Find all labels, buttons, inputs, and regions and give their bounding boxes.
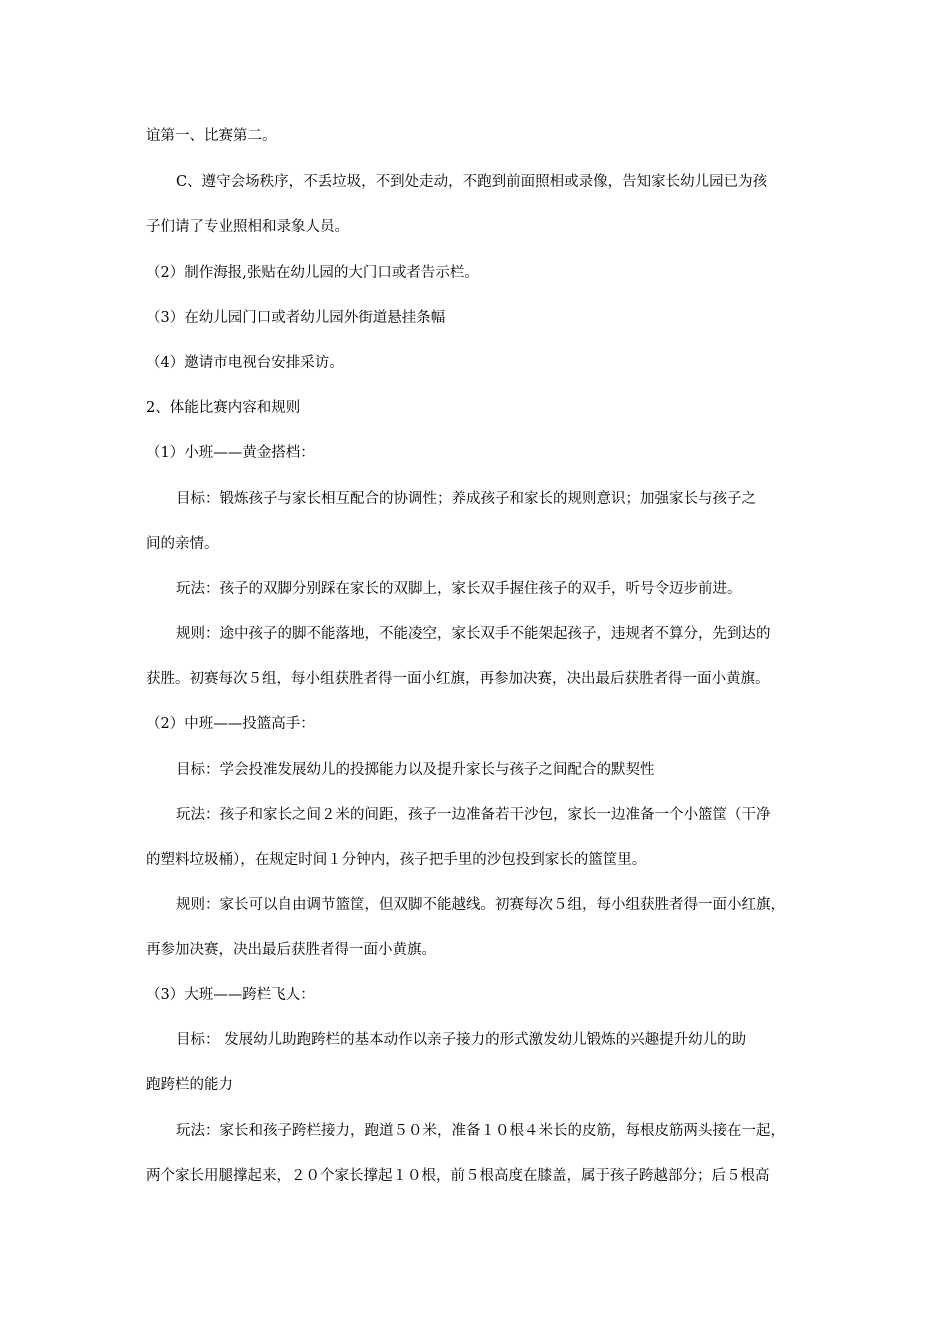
text-line: C、遵守会场秩序，不丢垃圾，不到处走动，不跑到前面照相或录像，告知家长幼儿园已为孩: [176, 174, 768, 190]
text-line: 两个家长用腿撑起来，２０个家长撑起１０根，前５根高度在膝盖，属于孩子跨越部分；后５根高: [146, 1168, 770, 1184]
text-line: （2）制作海报,张贴在幼儿园的大门口或者告示栏。: [146, 265, 479, 281]
subsection-heading: （1）小班——黄金搭档：: [146, 445, 315, 461]
text-line: 玩法：孩子的双脚分别踩在家长的双脚上，家长双手握住孩子的双手，听号令迈步前进。: [176, 581, 742, 597]
text-line: 跑跨栏的能力: [146, 1077, 233, 1093]
section-heading: 2、体能比赛内容和规则: [146, 400, 301, 416]
text-line: 再参加决赛，决出最后获胜者得一面小黄旗。: [146, 942, 436, 958]
text-line: 子们请了专业照相和录象人员。: [146, 219, 349, 235]
text-line: 目标： 发展幼儿助跑跨栏的基本动作以亲子接力的形式激发幼儿锻炼的兴趣提升幼儿的助: [176, 1032, 747, 1048]
text-line: （3）在幼儿园门口或者幼儿园外街道悬挂条幅: [146, 310, 446, 326]
text-line: 间的亲情。: [146, 536, 219, 552]
text-line: 玩法：家长和孩子跨栏接力，跑道５０米，准备１０根４米长的皮筋，每根皮筋两头接在一起，: [176, 1123, 785, 1139]
text-line: 的塑料垃圾桶），在规定时间１分钟内，孩子把手里的沙包投到家长的篮筐里。: [146, 852, 647, 868]
text-line: 目标：锻炼孩子与家长相互配合的协调性；养成孩子和家长的规则意识；加强家长与孩子之: [176, 491, 756, 507]
text-line: 目标：学会投准发展幼儿的投掷能力以及提升家长与孩子之间配合的默契性: [176, 762, 655, 778]
text-line: 谊第一、比赛第二。: [146, 128, 277, 144]
text-line: 获胜。初赛每次５组，每小组获胜者得一面小红旗，再参加决赛，决出最后获胜者得一面小黄旗。: [146, 671, 770, 687]
text-line: 规则：家长可以自由调节篮筐，但双脚不能越线。初赛每次５组，每小组获胜者得一面小红旗，: [176, 897, 785, 913]
text-line: 玩法：孩子和家长之间２米的间距，孩子一边准备若干沙包，家长一边准备一个小篮筐（干净: [176, 807, 771, 823]
subsection-heading: （2）中班——投篮高手：: [146, 716, 315, 732]
text-line: 规则：途中孩子的脚不能落地，不能凌空，家长双手不能架起孩子，违规者不算分，先到达的: [176, 626, 771, 642]
subsection-heading: （3）大班——跨栏飞人：: [146, 987, 315, 1003]
text-line: （4）邀请市电视台安排采访。: [146, 355, 344, 371]
